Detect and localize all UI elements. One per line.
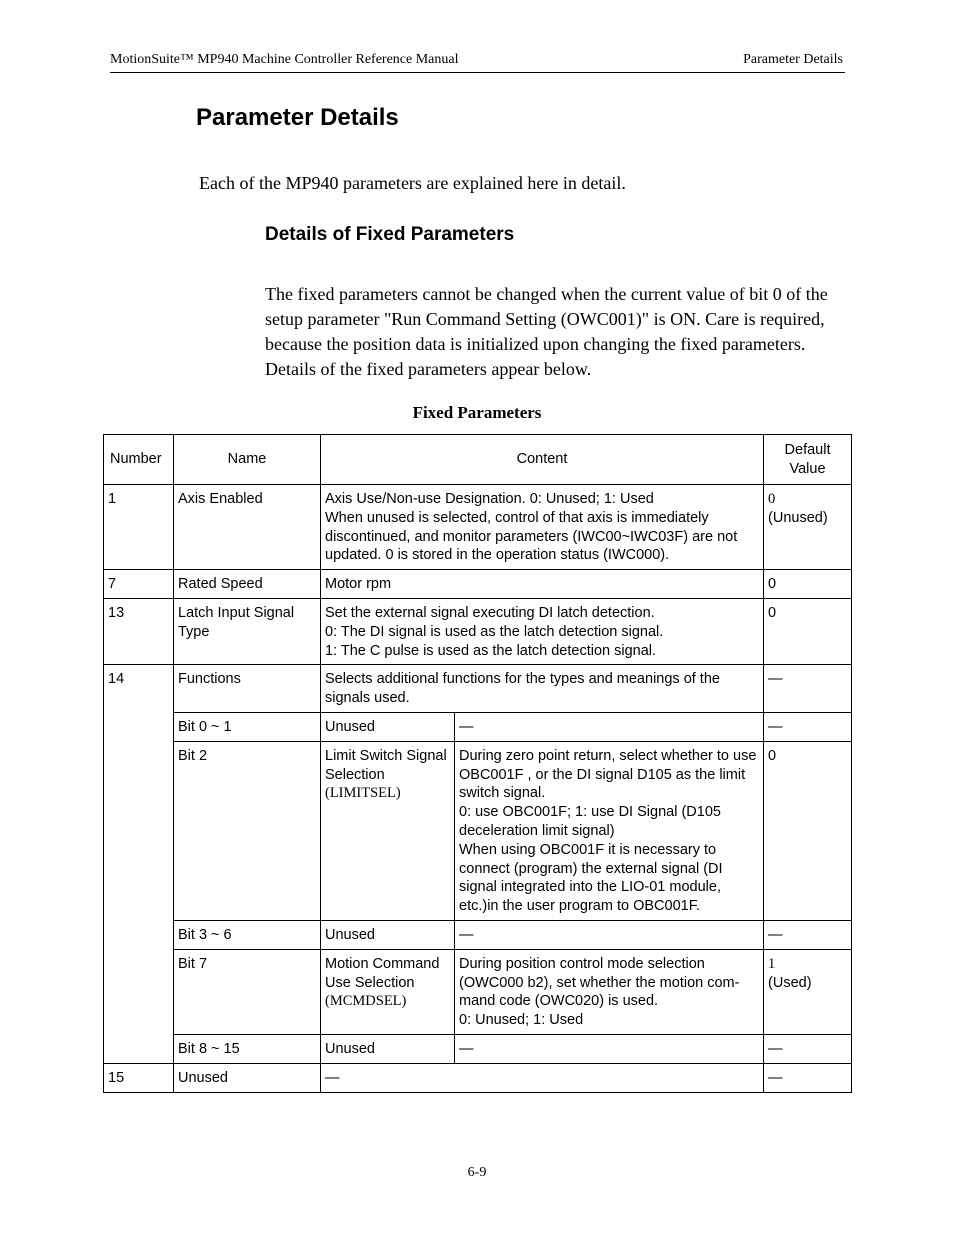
bit-label: Bit 8 ~ 15	[174, 1034, 321, 1063]
row-content: Selects additional functions for the types and meanings of the signals used.	[321, 665, 764, 713]
bit-label: Bit 3 ~ 6	[174, 920, 321, 949]
bit-default	[764, 949, 852, 1034]
bit-row	[104, 949, 852, 1034]
row-number: 13	[104, 598, 174, 664]
table-row	[104, 1063, 852, 1092]
desc-line: 0: use OBC001F; 1: use DI Signal (D105 deceleration limit signal)	[459, 804, 721, 839]
manual-title: MotionSuite™ MP940 Machine Controller Reference Manual	[110, 52, 459, 67]
row-default: —	[764, 665, 852, 713]
content-line: 1: The C pulse is used as the latch detection signal.	[325, 642, 657, 659]
row-default: 0	[764, 598, 852, 664]
intro-text: Each of the MP940 parameters are explained here in detail.	[199, 173, 626, 193]
desc-line: During position control mode selection (OWC000 b2), set whether the motion com-mand code (OWC020) is used.	[459, 955, 740, 1010]
bit-description: —	[455, 920, 764, 949]
bit-default: —	[764, 920, 852, 949]
section-heading: Details of Fixed Parameters	[265, 224, 515, 245]
row-name: Latch Input Signal Type	[174, 598, 321, 664]
desc-line: During zero point return, select whether to use OBC001F , or the DI signal D105 as the limit switch signal.	[459, 747, 757, 802]
bit-row	[104, 712, 852, 741]
bit-name	[321, 741, 455, 920]
row-name: Rated Speed	[174, 570, 321, 599]
content-line: Axis Use/Non-use Designation. 0: Unused; 1: Used	[325, 491, 654, 507]
row-name: Axis Enabled	[174, 485, 321, 570]
table-header-row	[104, 435, 852, 485]
bit-description	[455, 949, 764, 1034]
bit-default: 0	[764, 741, 852, 920]
row-default: —	[764, 1063, 852, 1092]
content-line: Set the external signal executing DI latch detection.	[325, 604, 655, 621]
body-paragraph: The fixed parameters cannot be changed when the current value of bit 0 of the setup parameter "Run Command Setting (OWC001)" is ON. Care is required, because the position data is initialized upon changing the fixed parameters. Details of the fixed parameters appear below.	[265, 284, 828, 379]
section-name: Parameter Details	[743, 52, 843, 67]
bit-description: —	[455, 712, 764, 741]
bit-row	[104, 920, 852, 949]
default-note: (Unused)	[768, 509, 828, 526]
bit-name-code: (LIMITSEL)	[325, 785, 401, 802]
bit-name-text: Limit Switch Signal Selection	[325, 747, 447, 783]
row-number: 1	[104, 485, 174, 570]
row-number: 7	[104, 570, 174, 599]
table-row	[104, 570, 852, 599]
bit-label: Bit 7	[174, 949, 321, 1034]
row-content: Motor rpm	[321, 570, 764, 599]
bit-name-text: Motion Command Use Selection	[325, 955, 440, 991]
bit-label: Bit 0 ~ 1	[174, 712, 321, 741]
running-header	[110, 52, 845, 73]
bit-label: Bit 2	[174, 741, 321, 920]
bit-description	[455, 741, 764, 920]
header-name: Name	[174, 435, 321, 485]
bit-default: —	[764, 712, 852, 741]
row-default: 0	[764, 570, 852, 599]
header-content: Content	[321, 435, 764, 485]
default-note: (Used)	[768, 974, 812, 991]
table-row	[104, 485, 852, 570]
table-caption: Fixed Parameters	[412, 403, 542, 422]
bit-name: Unused	[321, 1034, 455, 1063]
header-number: Number	[104, 435, 174, 485]
bit-default: —	[764, 1034, 852, 1063]
default-value: 1	[768, 955, 776, 972]
row-number: 14	[104, 665, 174, 1063]
header-default-value: Default Value	[764, 435, 852, 485]
bit-name: Unused	[321, 712, 455, 741]
bit-name	[321, 949, 455, 1034]
page-number: 6-9	[467, 1165, 487, 1180]
row-name: Unused	[174, 1063, 321, 1092]
page-title: Parameter Details	[196, 104, 399, 131]
content-line: When unused is selected, control of that axis is immediately discontinued, and monitor parameters (IWC00~IWC03F) are not updated. 0 is stored in the operation status (IWC000).	[325, 509, 738, 564]
fixed-parameters-table	[103, 434, 852, 1093]
table-row	[104, 665, 852, 713]
row-number: 15	[104, 1063, 174, 1092]
table-row	[104, 598, 852, 664]
row-content: —	[321, 1063, 764, 1092]
bit-row	[104, 1034, 852, 1063]
bit-row	[104, 741, 852, 920]
bit-name-code: (MCMDSEL)	[325, 993, 407, 1010]
bit-description: —	[455, 1034, 764, 1063]
row-content	[321, 598, 764, 664]
desc-line: When using OBC001F it is necessary to connect (program) the external signal (DI signal integrated into the LIO-01 module, etc.)in the user program to OBC001F.	[459, 841, 723, 915]
row-content	[321, 485, 764, 570]
row-default	[764, 485, 852, 570]
bit-name: Unused	[321, 920, 455, 949]
default-value: 0	[768, 491, 776, 507]
desc-line: 0: Unused; 1: Used	[459, 1012, 584, 1029]
content-line: 0: The DI signal is used as the latch detection signal.	[325, 623, 664, 640]
row-name: Functions	[174, 665, 321, 713]
